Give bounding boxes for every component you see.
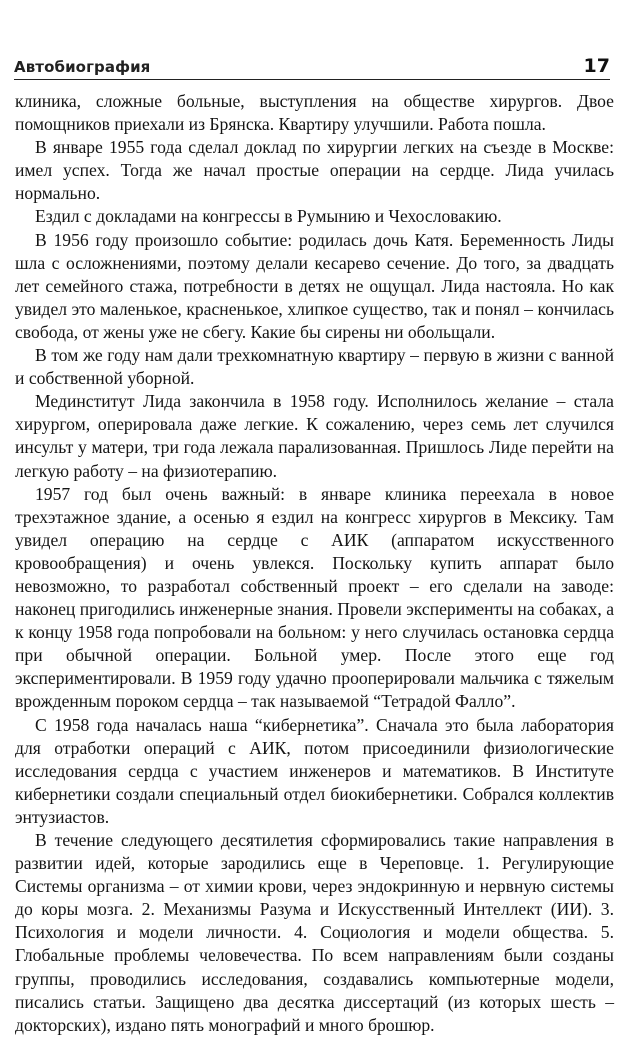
running-header — [14, 52, 610, 80]
paragraph: В январе 1955 года сделал доклад по хирургии легких на съезде в Москве: имел успех. Тогда же начал простые операции на сердце. Лида училась нормально. — [15, 137, 614, 204]
paragraph: Мединститут Лида закончила в 1958 году. Исполнилось желание – стала хирургом, оперировала даже легкие. К сожалению, через семь лет случился инсульт у матери, три года лежала парализованная. Пришлось Лиде перейти на легкую работу – на физиотерапию. — [15, 391, 614, 481]
body-text — [15, 90, 614, 1037]
paragraph: Ездил с докладами на конгрессы в Румынию и Чехословакию. — [35, 206, 502, 227]
paragraph: В том же году нам дали трехкомнатную квартиру – первую в жизни с ванной и собственной уборной. — [15, 345, 614, 389]
paragraph-continued: клиника, сложные больные, выступления на обществе хирургов. Двое помощников приехали из Брянска. Квартиру улучшили. Работа пошла. — [15, 91, 614, 135]
page-number: 17 — [583, 55, 610, 77]
paragraph: В течение следующего десятилетия сформировались такие направления в развитии идей, которые зародились еще в Череповце. 1. Регулирующие Системы организма – от химии крови, через эндокринную и нервную системы до коры мозга. 2. Механизмы Разума и Искусственный Интеллект (ИИ). 3. Психология и модели личности. 4. Социология и модели общества. 5. Глобальные проблемы человечества. По всем направлениям были созданы группы, проводились исследования, создавались компьютерные модели, писались статьи. Защищено два десятка диссертаций (из которых шесть – докторских), издано пять монографий и много брошюр. — [15, 830, 614, 1035]
paragraph: В 1956 году произошло событие: родилась дочь Катя. Беременность Лиды шла с осложнениями, поэтому делали кесарево сечение. До того, за двадцать лет семейного стажа, потребности в детях не ощущал. Лида настояла. Но как увидел это маленькое, красненькое, хлипкое существо, так и понял – кончилась свобода, от жены уже не сбегу. Какие бы сирены ни обольщали. — [15, 229, 614, 342]
paragraph: С 1958 года началась наша “кибернетика”. Сначала это была лаборатория для отработки операций с АИК, потом присоединили физиологические исследования сердца с участием инженеров и математиков. В Институте кибернетики создали специальный отдел биокибернетики. Собрался коллектив энтузиастов. — [15, 714, 614, 827]
running-header-title: Автобиография — [14, 58, 151, 76]
paragraph: 1957 год был очень важный: в январе клиника переехала в новое трехэтажное здание, а осенью я ездил на конгресс хирургов в Мексику. Там увидел операцию на сердце с АИК (аппаратом искусственного кровообращения) и очень увлекся. Поскольку купить аппарат было невозможно, то разработал собственный проект – его сделали на заводе: наконец пригодились инженерные знания. Провели эксперименты на собаках, а к концу 1958 года попробовали на больном: у него случилась остановка сердца при обычной операции. Больной умер. После этого еще год экспериментировали. В 1959 году удачно прооперировали мальчика с тяжелым врожденным пороком сердца – так называемой “Тетрадой Фалло”. — [15, 483, 614, 712]
